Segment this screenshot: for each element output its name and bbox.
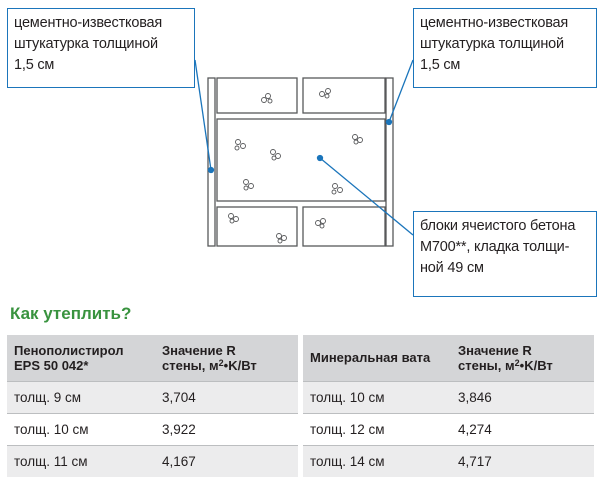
block-middle [217,119,385,201]
thickness-cell: толщ. 10 см [303,381,451,413]
thickness-cell: толщ. 11 см [7,445,155,477]
table-row [7,381,298,413]
header-r-tail: •K/Вт [223,357,257,373]
table-row [7,413,298,445]
table-polystyrene [7,335,298,477]
r-value-cell: 3,846 [451,381,594,413]
callout-plaster-right: цементно-известковая штукатурка толщиной 1,5 см [413,8,597,88]
block-top-right [303,78,385,113]
header-r-unit: стены, м [458,357,515,373]
table-header [303,335,594,381]
r-value-cell: 3,704 [155,381,298,413]
block-bottom-right [303,207,385,246]
block-top-left [217,78,297,113]
thickness-cell: толщ. 10 см [7,413,155,445]
header-material: Минеральная вата [310,350,431,366]
table-row [7,445,298,477]
header-r-main: Значение R [162,342,236,358]
table-header [7,335,298,381]
plaster-left [208,78,215,246]
r-value-cell: 4,274 [451,413,594,445]
thickness-cell: толщ. 9 см [7,381,155,413]
thickness-cell: толщ. 12 см [303,413,451,445]
header-material: Пенополистирол EPS 50 042* [14,342,124,373]
table-row [303,413,594,445]
plaster-right [386,78,393,246]
table-row [303,445,594,477]
header-r-unit: стены, м [162,357,219,373]
table-row [303,381,594,413]
header-r-value [155,335,298,381]
table-mineral-wool [303,335,594,477]
r-value-cell: 4,717 [451,445,594,477]
thickness-cell: толщ. 14 см [303,445,451,477]
header-r-tail: •K/Вт [519,357,553,373]
callout-concrete-blocks: блоки ячеистого бетона М700**, кладка толщи- ной 49 см [413,211,597,297]
r-value-cell: 3,922 [155,413,298,445]
header-r-exp: 2 [218,357,224,368]
section-title: Как утеплить? [10,304,132,323]
header-r-exp: 2 [514,357,520,368]
callout-plaster-left: цементно-известковая штукатурка толщиной 1,5 см [7,8,195,88]
header-r-value [451,335,594,381]
r-value-cell: 4,167 [155,445,298,477]
header-r-main: Значение R [458,342,532,358]
